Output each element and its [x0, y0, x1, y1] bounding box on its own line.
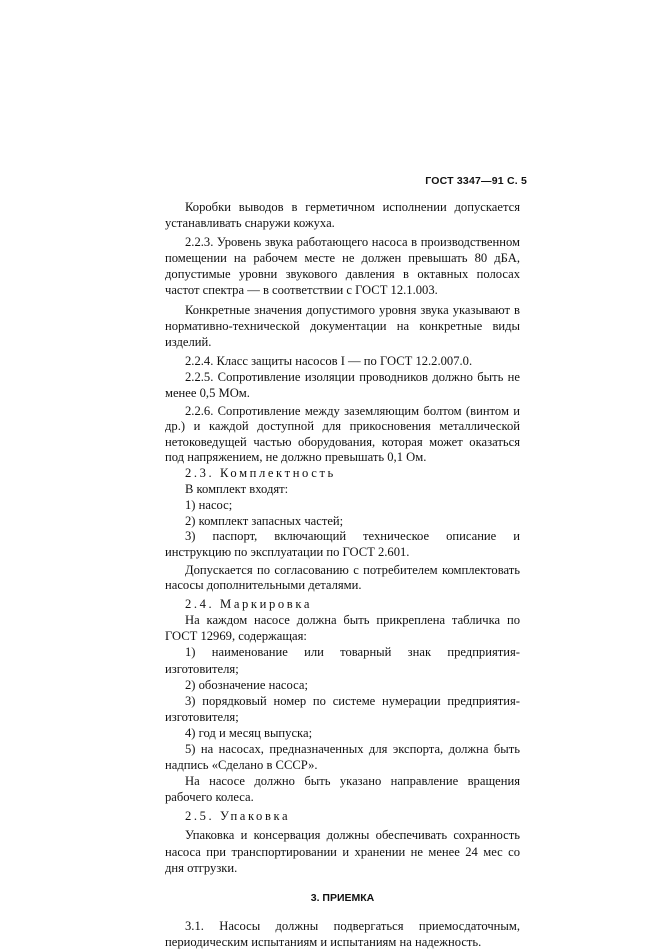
paragraph: На каждом насосе должна быть прикреплена табличка по ГОСТ 12969, содержащая:	[165, 613, 520, 644]
list-item: 1) насос;	[185, 498, 233, 513]
list-item: 3) паспорт, включающий техническое описание и инструкцию по эксплуатации по ГОСТ 2.601.	[165, 529, 520, 559]
list-item: 2) обозначение насоса;	[185, 677, 308, 692]
paragraph: На насосе должно быть указано направление вращения рабочего колеса.	[165, 774, 520, 805]
section-heading: 2.3. Комплектность	[185, 465, 336, 480]
section-heading: 2.5. Упаковка	[185, 809, 291, 824]
page-header: ГОСТ 3347—91 С. 5	[425, 175, 527, 187]
paragraph: 2.2.3. Уровень звука работающего насоса в производственном помещении на рабочем месте не должен превышать 80 дБА, допустимые уровни звукового давления в октавных полосах частот спектра — в соответствии с ГОСТ 12.1.003.	[165, 235, 520, 298]
paragraph: Конкретные значения допустимого уровня звука указывают в нормативно-технической документации на конкретные виды изделий.	[165, 302, 520, 349]
paragraph: 2.2.4. Класс защиты насосов I — по ГОСТ 12.2.007.0.	[185, 353, 473, 368]
section-heading: 2.4. Маркировка	[185, 597, 313, 612]
paragraph: Коробки выводов в герметичном исполнении допускается устанавливать снаружи кожуха.	[165, 200, 520, 231]
list-item: 5) на насосах, предназначенных для экспорта, должна быть надпись «Сделано в СССР».	[165, 741, 520, 773]
list-item: 3) порядковый номер по системе нумерации предприятия-изготовителя;	[165, 693, 520, 724]
paragraph: 2.2.6. Сопротивление между заземляющим болтом (винтом и др.) и каждой доступной для прикосновения металлической нетоковедущей частью оборудования, которая может оказаться под напряжением, не должно превышать 0,1 Ом.	[165, 404, 520, 464]
paragraph: Допускается по согласованию с потребителем комплектовать насосы дополнительными деталями.	[165, 562, 520, 592]
paragraph: 3.1. Насосы должны подвергаться приемосдаточным, периодическим испытаниям и испытаниям на надежность.	[165, 918, 520, 949]
list-item: 1) наименование или товарный знак предприятия-изготовителя;	[165, 645, 520, 676]
paragraph: В комплект входят:	[185, 482, 289, 497]
main-text	[165, 199, 520, 950]
list-item: 4) год и месяц выпуска;	[185, 725, 313, 740]
paragraph: Упаковка и консервация должны обеспечивать сохранность насоса при транспортировании и хранении не менее 24 мес со дня отгрузки.	[165, 828, 520, 875]
section-title: 3. ПРИЕМКА	[310, 891, 375, 904]
paragraph: 2.2.5. Сопротивление изоляции проводников должно быть не менее 0,5 МОм.	[165, 369, 520, 401]
list-item: 2) комплект запасных частей;	[185, 514, 344, 529]
